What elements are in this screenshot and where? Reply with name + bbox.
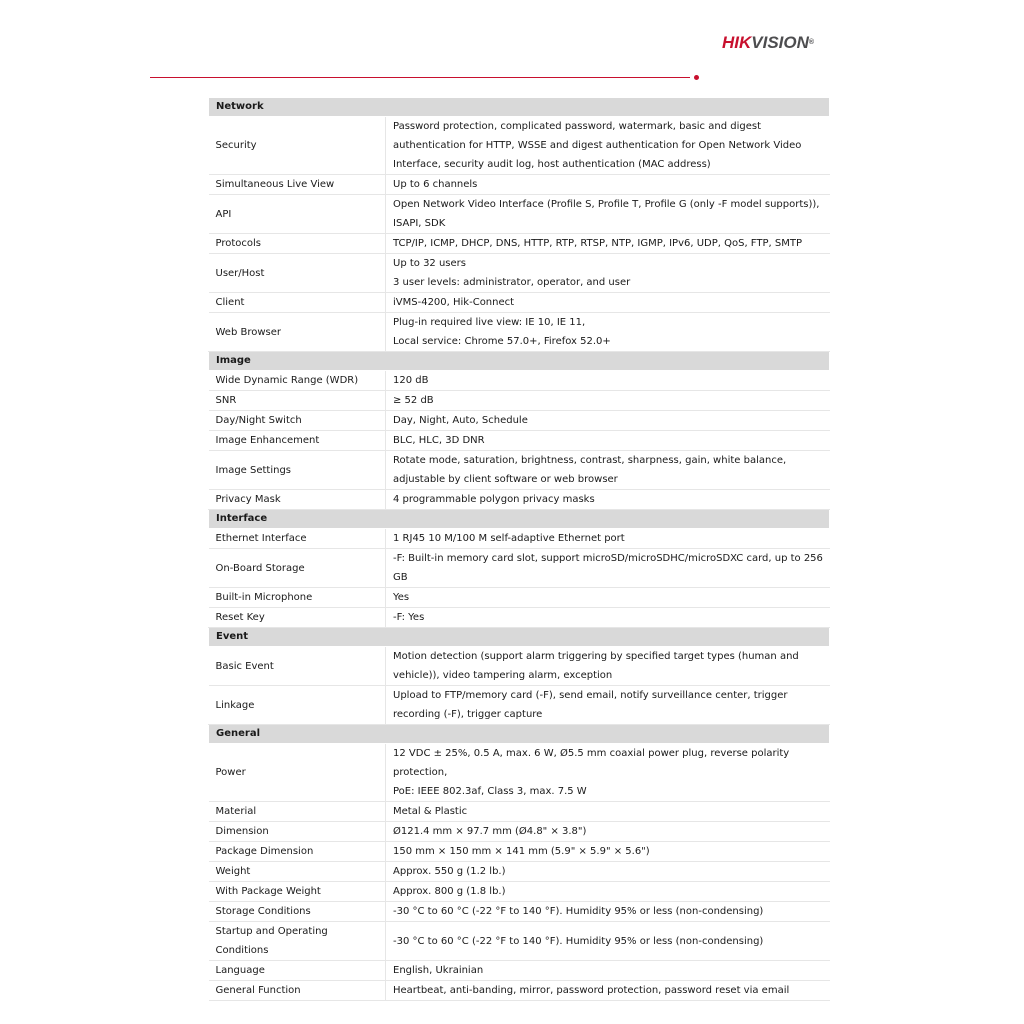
spec-value <box>386 608 830 628</box>
spec-value <box>386 588 830 608</box>
spec-key <box>209 431 386 451</box>
spec-row <box>209 961 830 981</box>
spec-value <box>386 293 830 313</box>
spec-row <box>209 647 830 686</box>
spec-row <box>209 882 830 902</box>
spec-key <box>209 842 386 862</box>
spec-value-line: -30 °C to 60 °C (-22 °F to 140 °F). Humidity 95% or less (non-condensing) <box>393 906 764 917</box>
spec-key <box>209 862 386 882</box>
spec-value-line: TCP/IP, ICMP, DHCP, DNS, HTTP, RTP, RTSP, NTP, IGMP, IPv6, UDP, QoS, FTP, SMTP <box>393 238 802 249</box>
spec-value <box>386 862 830 882</box>
spec-key <box>209 902 386 922</box>
spec-key-line: Built-in Microphone <box>215 592 313 603</box>
spec-key-line: Ethernet Interface <box>215 533 307 544</box>
spec-row <box>209 549 830 588</box>
spec-key <box>209 822 386 842</box>
spec-value-line: 12 VDC ± 25%, 0.5 A, max. 6 W, Ø5.5 mm coaxial power plug, reverse polarity <box>393 748 790 759</box>
spec-key-line: Image Enhancement <box>215 435 320 446</box>
spec-value-line: Heartbeat, anti-banding, mirror, password protection, password reset via email <box>393 985 790 996</box>
spec-value-line: recording (-F), trigger capture <box>393 709 543 720</box>
header-rule-dot <box>694 75 699 80</box>
spec-row <box>209 588 830 608</box>
spec-value <box>386 451 830 490</box>
spec-value-line: Approx. 550 g (1.2 lb.) <box>393 866 506 877</box>
spec-value-line: Metal & Plastic <box>393 806 468 817</box>
section-title: General <box>209 725 830 744</box>
section-title: Network <box>209 98 830 117</box>
spec-value <box>386 822 830 842</box>
spec-row <box>209 411 830 431</box>
spec-key-line: Linkage <box>215 699 255 711</box>
spec-value <box>386 922 830 961</box>
logo-text-vision: VISION <box>751 33 809 52</box>
spec-key-line: Web Browser <box>215 326 282 338</box>
spec-key-line: Client <box>215 297 245 308</box>
spec-value-line: English, Ukrainian <box>393 965 484 976</box>
spec-row <box>209 686 830 725</box>
spec-value <box>386 234 830 254</box>
spec-key <box>209 313 386 352</box>
section-title: Interface <box>209 510 830 529</box>
section-header-image <box>209 352 830 371</box>
spec-key <box>209 802 386 822</box>
spec-row <box>209 922 830 961</box>
spec-key <box>209 608 386 628</box>
spec-value <box>386 195 830 234</box>
spec-key <box>209 744 386 802</box>
spec-value-line: Up to 6 channels <box>393 179 478 190</box>
spec-value-line: Up to 32 users <box>393 258 466 269</box>
logo-text-hik: HIK <box>722 33 752 52</box>
spec-table-body <box>209 98 830 1001</box>
spec-key <box>209 588 386 608</box>
spec-value-line: Day, Night, Auto, Schedule <box>393 415 528 426</box>
spec-value-line: authentication for HTTP, WSSE and digest authentication for Open Network Video <box>393 140 802 151</box>
spec-value <box>386 882 830 902</box>
spec-row <box>209 842 830 862</box>
spec-row <box>209 802 830 822</box>
spec-row <box>209 902 830 922</box>
spec-value-line: ≥ 52 dB <box>393 395 434 406</box>
spec-value-line: Motion detection (support alarm triggering by specified target types (human and <box>393 651 799 662</box>
spec-key <box>209 234 386 254</box>
spec-value <box>386 411 830 431</box>
spec-key-line: Dimension <box>215 826 269 837</box>
spec-table <box>208 97 830 1001</box>
spec-value-line: Upload to FTP/memory card (-F), send email, notify surveillance center, trigger <box>393 690 788 701</box>
spec-row <box>209 529 830 549</box>
spec-row <box>209 451 830 490</box>
spec-key <box>209 549 386 588</box>
spec-key-line: Startup and Operating <box>215 926 328 937</box>
spec-value <box>386 490 830 510</box>
spec-value-line: Open Network Video Interface (Profile S, Profile T, Profile G (only -F model supports)), <box>393 199 820 210</box>
spec-key-line: With Package Weight <box>215 886 321 897</box>
spec-value-line: protection, <box>393 767 448 778</box>
spec-value <box>386 744 830 802</box>
spec-key <box>209 922 386 961</box>
spec-value-line: Yes <box>393 592 410 603</box>
spec-key-line: General Function <box>215 985 301 996</box>
spec-value <box>386 647 830 686</box>
spec-key <box>209 490 386 510</box>
spec-value-line: Approx. 800 g (1.8 lb.) <box>393 886 506 897</box>
spec-key <box>209 882 386 902</box>
spec-value <box>386 431 830 451</box>
spec-key-line: Reset Key <box>215 612 265 623</box>
spec-row <box>209 862 830 882</box>
spec-value-line: -30 °C to 60 °C (-22 °F to 140 °F). Humidity 95% or less (non-condensing) <box>393 935 764 947</box>
spec-value <box>386 981 830 1001</box>
spec-row <box>209 313 830 352</box>
spec-value-line: 1 RJ45 10 M/100 M self-adaptive Ethernet port <box>393 533 625 544</box>
spec-key-line: Storage Conditions <box>215 906 311 917</box>
spec-value-line: vehicle)), video tampering alarm, exception <box>393 670 613 681</box>
spec-value <box>386 902 830 922</box>
registered-mark: ® <box>808 39 815 46</box>
spec-key <box>209 529 386 549</box>
spec-key-line: Privacy Mask <box>215 494 281 505</box>
header-rule <box>150 77 690 78</box>
spec-key-line: Image Settings <box>215 464 292 476</box>
spec-key <box>209 254 386 293</box>
section-header-general <box>209 725 830 744</box>
spec-value-line: adjustable by client software or web browser <box>393 474 618 485</box>
spec-key-line: API <box>215 208 232 220</box>
spec-value-line: Plug-in required live view: IE 10, IE 11, <box>393 317 586 328</box>
spec-value-line: BLC, HLC, 3D DNR <box>393 435 485 446</box>
spec-value <box>386 549 830 588</box>
spec-key-line: Weight <box>215 866 251 877</box>
spec-value-line: -F: Yes <box>393 612 425 623</box>
spec-key <box>209 391 386 411</box>
spec-value-line: ISAPI, SDK <box>393 218 446 229</box>
spec-row <box>209 822 830 842</box>
spec-row <box>209 490 830 510</box>
spec-row <box>209 391 830 411</box>
spec-key-line: Conditions <box>215 945 269 956</box>
spec-row <box>209 371 830 391</box>
spec-key-line: Day/Night Switch <box>215 415 302 426</box>
spec-value-line: Ø121.4 mm × 97.7 mm (Ø4.8" × 3.8") <box>393 826 587 837</box>
spec-value <box>386 254 830 293</box>
spec-row <box>209 175 830 195</box>
spec-key <box>209 647 386 686</box>
spec-key-line: Power <box>215 767 246 778</box>
spec-key-line: User/Host <box>215 267 265 279</box>
spec-key-line: Material <box>215 806 257 817</box>
spec-value-line: -F: Built-in memory card slot, support microSD/microSDHC/microSDXC card, up to 256 <box>393 553 823 564</box>
spec-value-line: Local service: Chrome 57.0+, Firefox 52.0+ <box>393 336 611 347</box>
spec-value-line: iVMS-4200, Hik-Connect <box>393 297 515 308</box>
spec-value-line: 3 user levels: administrator, operator, and user <box>393 277 631 288</box>
spec-key <box>209 293 386 313</box>
spec-value-line: GB <box>393 572 408 583</box>
spec-key <box>209 451 386 490</box>
spec-key-line: Wide Dynamic Range (WDR) <box>215 375 359 386</box>
spec-key <box>209 195 386 234</box>
spec-row <box>209 117 830 175</box>
spec-key <box>209 411 386 431</box>
spec-value <box>386 371 830 391</box>
section-title: Image <box>209 352 830 371</box>
spec-row <box>209 431 830 451</box>
spec-value-line: 150 mm × 150 mm × 141 mm (5.9" × 5.9" × 5.6") <box>393 846 650 857</box>
spec-value <box>386 842 830 862</box>
spec-row <box>209 254 830 293</box>
spec-row <box>209 293 830 313</box>
spec-row <box>209 981 830 1001</box>
spec-key-line: Package Dimension <box>215 846 314 857</box>
spec-key <box>209 175 386 195</box>
spec-key <box>209 981 386 1001</box>
spec-value-line: Rotate mode, saturation, brightness, contrast, sharpness, gain, white balance, <box>393 455 787 466</box>
spec-value <box>386 175 830 195</box>
spec-key-line: Protocols <box>215 238 262 249</box>
spec-row <box>209 608 830 628</box>
spec-value <box>386 117 830 175</box>
spec-value-line: 120 dB <box>393 375 429 386</box>
spec-value <box>386 961 830 981</box>
spec-key-line: On-Board Storage <box>215 562 305 574</box>
spec-key <box>209 686 386 725</box>
spec-key-line: Simultaneous Live View <box>215 179 335 190</box>
section-header-event <box>209 628 830 647</box>
spec-value-line: Interface, security audit log, host authentication (MAC address) <box>393 159 711 170</box>
spec-row <box>209 234 830 254</box>
spec-value <box>386 313 830 352</box>
spec-key-line: Basic Event <box>215 660 274 672</box>
section-header-interface <box>209 510 830 529</box>
spec-row <box>209 195 830 234</box>
spec-value <box>386 391 830 411</box>
spec-value <box>386 686 830 725</box>
spec-value-line: 4 programmable polygon privacy masks <box>393 494 595 505</box>
hikvision-logo <box>722 33 814 53</box>
spec-key <box>209 117 386 175</box>
spec-key <box>209 961 386 981</box>
spec-key-line: Security <box>215 140 257 151</box>
section-header-network <box>209 98 830 117</box>
spec-value <box>386 802 830 822</box>
spec-key-line: SNR <box>215 395 237 406</box>
spec-row <box>209 744 830 802</box>
section-title: Event <box>209 628 830 647</box>
spec-key-line: Language <box>215 965 265 976</box>
spec-key <box>209 371 386 391</box>
spec-value-line: Password protection, complicated password, watermark, basic and digest <box>393 121 761 132</box>
spec-value-line: PoE: IEEE 802.3af, Class 3, max. 7.5 W <box>393 786 587 797</box>
spec-value <box>386 529 830 549</box>
